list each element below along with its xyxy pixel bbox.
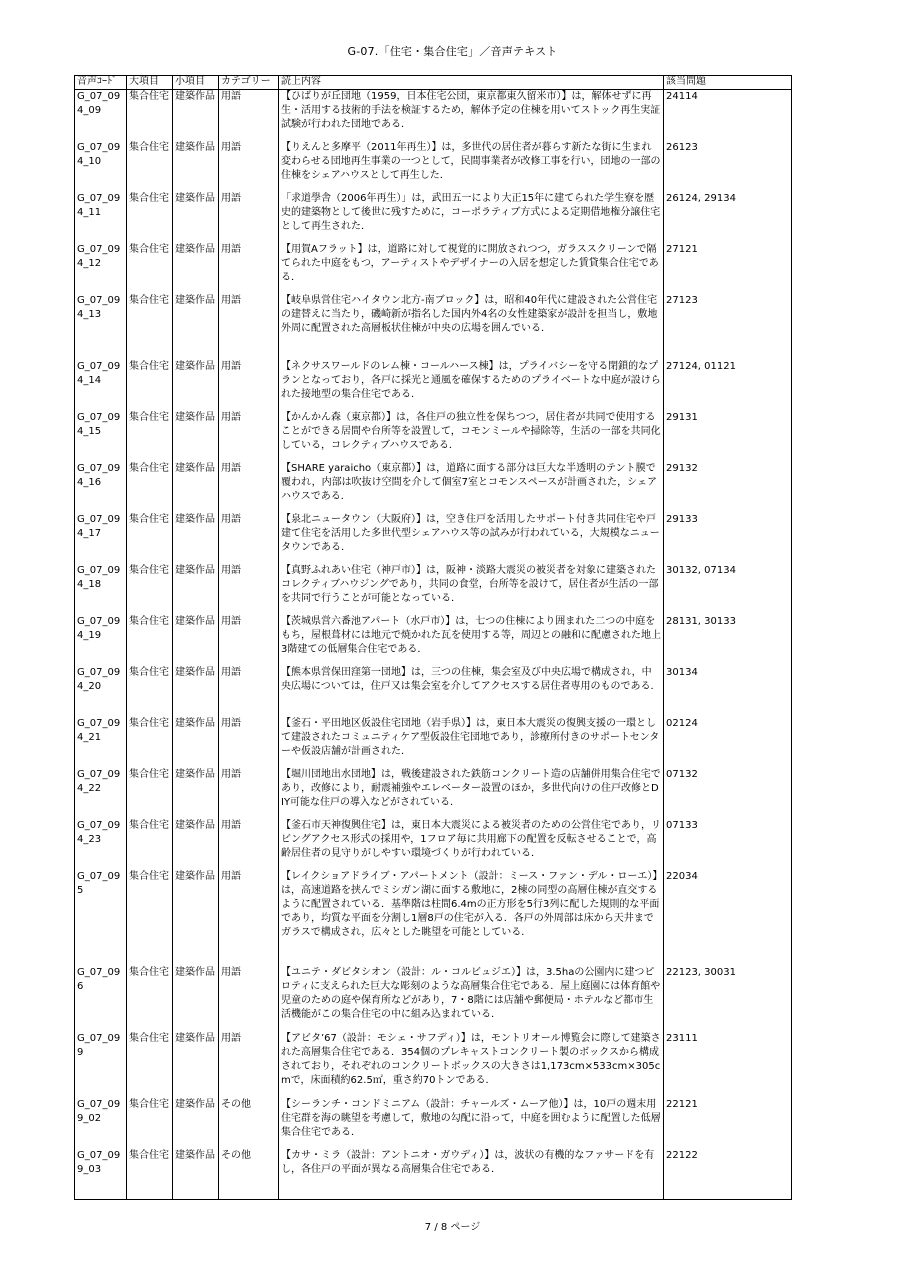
major-item-cell: 集合住宅	[127, 819, 173, 870]
category-cell: 用語	[219, 819, 279, 870]
reading-content-cell: 【茨城県営六番池アパート（水戸市）】は，七つの住棟により囲まれた二つの中庭をもち，屋根葺材には地元で焼かれた瓦を使用する等，周辺との融和に配慮された地上3階建ての低層集合住宅である．	[279, 615, 664, 666]
reading-content-cell: 【ユニテ・ダビタシオン（設計：ル・コルビュジエ）】は，3.5haの公園内に建つピロティに支えられた巨大な彫刻のような高層集合住宅である．屋上庭園には体育館や児童のための庭や保育所などがあり，7・8階には店舗や郵便局・ホテルなど都市生活機能がこの集合住宅の中に組み込まれている．	[279, 966, 664, 1032]
major-item-cell: 集合住宅	[127, 1098, 173, 1149]
voice-code-cell: G_07_094_19	[75, 615, 127, 666]
reading-content-cell: 【用賀Aフラット】は，道路に対して視覚的に開放されつつ，ガラススクリーンで隔てられた中庭をもつ，アーティストやデザイナーの入居を想定した賃貸集合住宅である．	[279, 243, 664, 294]
reading-content-cell: 【SHARE yaraicho（東京都）】は，道路に面する部分は巨大な半透明のテント膜で覆われ，内部は吹抜け空間を介して個室7室とコモンスペースが計画された，シェアハウスである．	[279, 462, 664, 513]
voice-code-cell: G_07_094_18	[75, 564, 127, 615]
table-row	[75, 615, 792, 666]
table-row	[75, 819, 792, 870]
minor-item-cell: 建築作品	[173, 1098, 219, 1149]
minor-item-cell: 建築作品	[173, 717, 219, 768]
voice-code-cell: G_07_094_16	[75, 462, 127, 513]
related-problems-cell: 27121	[664, 243, 792, 294]
table-header-row	[75, 76, 792, 90]
minor-item-cell: 建築作品	[173, 966, 219, 1032]
voice-code-cell: G_07_095	[75, 870, 127, 966]
related-problems-cell: 02124	[664, 717, 792, 768]
major-item-cell: 集合住宅	[127, 192, 173, 243]
related-problems-cell: 26123	[664, 141, 792, 192]
minor-item-cell: 建築作品	[173, 411, 219, 462]
voice-code-cell: G_07_094_20	[75, 666, 127, 717]
voice-code-cell: G_07_096	[75, 966, 127, 1032]
table-row	[75, 768, 792, 819]
related-problems-cell: 07132	[664, 768, 792, 819]
reading-content-cell: 【真野ふれあい住宅（神戸市）】は，阪神・淡路大震災の被災者を対象に建築されたコレクティブハウジングであり，共同の食堂，台所等を設けて，居住者が生活の一部を共同で行うことが可能となっている．	[279, 564, 664, 615]
major-item-cell: 集合住宅	[127, 141, 173, 192]
table-row	[75, 564, 792, 615]
major-item-cell: 集合住宅	[127, 717, 173, 768]
major-item-cell: 集合住宅	[127, 615, 173, 666]
category-cell: 用語	[219, 294, 279, 360]
table-row	[75, 141, 792, 192]
minor-item-cell: 建築作品	[173, 360, 219, 411]
minor-item-cell: 建築作品	[173, 192, 219, 243]
major-item-cell: 集合住宅	[127, 462, 173, 513]
reading-content-cell: 【岐阜県営住宅ハイタウン北方-南ブロック】は，昭和40年代に建設された公営住宅の建替えに当たり，磯崎新が指名した国内外4名の女性建築家が設計を担当し，敷地外周に配置された高層板状住棟が中央の広場を囲んでいる．	[279, 294, 664, 360]
related-problems-cell: 27123	[664, 294, 792, 360]
category-cell: 用語	[219, 462, 279, 513]
table-row	[75, 1032, 792, 1098]
major-item-cell: 集合住宅	[127, 294, 173, 360]
major-item-cell: 集合住宅	[127, 360, 173, 411]
minor-item-cell: 建築作品	[173, 1149, 219, 1200]
table-row	[75, 243, 792, 294]
category-cell: 用語	[219, 615, 279, 666]
voice-code-cell: G_07_094_10	[75, 141, 127, 192]
related-problems-cell: 27124, 01121	[664, 360, 792, 411]
major-item-cell: 集合住宅	[127, 870, 173, 966]
category-cell: 用語	[219, 768, 279, 819]
major-item-cell: 集合住宅	[127, 513, 173, 564]
category-cell: 用語	[219, 360, 279, 411]
header-major-item: 大項目	[127, 76, 173, 90]
minor-item-cell: 建築作品	[173, 513, 219, 564]
header-reading-content: 読上内容	[279, 76, 664, 90]
minor-item-cell: 建築作品	[173, 462, 219, 513]
table-row	[75, 1098, 792, 1149]
header-related-problems: 該当問題	[664, 76, 792, 90]
reading-content-cell: 【堀川団地出水団地】は，戦後建設された鉄筋コンクリート造の店舗併用集合住宅であり，改修により，耐震補強やエレベーター設置のほか，多世代向けの住戸改修とDIY可能な住戸の導入などがされている．	[279, 768, 664, 819]
page-number: 7 / 8 ページ	[424, 1222, 481, 1233]
major-item-cell: 集合住宅	[127, 564, 173, 615]
reading-content-cell: 【りえんと多摩平（2011年再生）】は，多世代の居住者が暮らす新たな街に生まれ変わらせる団地再生事業の一つとして，民間事業者が改修工事を行い，団地の一部の住棟をシェアハウスとして再生した．	[279, 141, 664, 192]
page-title: G-07.「住宅・集合住宅」／音声テキスト	[347, 45, 558, 58]
table-row	[75, 294, 792, 360]
voice-code-cell: G_07_094_13	[75, 294, 127, 360]
table-row	[75, 411, 792, 462]
related-problems-cell: 30134	[664, 666, 792, 717]
minor-item-cell: 建築作品	[173, 666, 219, 717]
table-row	[75, 462, 792, 513]
minor-item-cell: 建築作品	[173, 564, 219, 615]
category-cell: 用語	[219, 966, 279, 1032]
table-row	[75, 513, 792, 564]
major-item-cell: 集合住宅	[127, 768, 173, 819]
related-problems-cell: 22123, 30031	[664, 966, 792, 1032]
related-problems-cell: 29132	[664, 462, 792, 513]
reading-content-cell: 【釜石・平田地区仮設住宅団地（岩手県）】は，東日本大震災の復興支援の一環として建設されたコミュニティケア型仮設住宅団地であり，診療所付きのサポートセンターや仮設店舗が計画された．	[279, 717, 664, 768]
related-problems-cell: 24114	[664, 90, 792, 141]
major-item-cell: 集合住宅	[127, 666, 173, 717]
category-cell: 用語	[219, 666, 279, 717]
voice-code-cell: G_07_094_09	[75, 90, 127, 141]
minor-item-cell: 建築作品	[173, 141, 219, 192]
minor-item-cell: 建築作品	[173, 768, 219, 819]
table-row	[75, 192, 792, 243]
voice-code-cell: G_07_094_23	[75, 819, 127, 870]
category-cell: 用語	[219, 513, 279, 564]
category-cell: その他	[219, 1098, 279, 1149]
header-voice-code: 音声ｺｰﾄﾞ	[75, 76, 127, 90]
voice-code-cell: G_07_099_03	[75, 1149, 127, 1200]
related-problems-cell: 23111	[664, 1032, 792, 1098]
reading-content-cell: 【シーランチ・コンドミニアム（設計：チャールズ・ムーア他）】は，10戸の週末用住宅群を海の眺望を考慮して，敷地の勾配に沿って，中庭を囲むように配置した低層集合住宅である．	[279, 1098, 664, 1149]
reading-content-cell: 【熊本県営保田窪第一団地】は，三つの住棟，集会室及び中央広場で構成され，中央広場については，住戸又は集会室を介してアクセスする居住者専用のものである．	[279, 666, 664, 717]
voice-code-cell: G_07_099	[75, 1032, 127, 1098]
category-cell: その他	[219, 1149, 279, 1200]
table-row	[75, 360, 792, 411]
minor-item-cell: 建築作品	[173, 243, 219, 294]
category-cell: 用語	[219, 90, 279, 141]
table-row	[75, 966, 792, 1032]
voice-code-cell: G_07_094_15	[75, 411, 127, 462]
voice-code-cell: G_07_099_02	[75, 1098, 127, 1149]
voice-code-cell: G_07_094_14	[75, 360, 127, 411]
header-minor-item: 小項目	[173, 76, 219, 90]
reading-content-cell: 【カサ・ミラ（設計：アントニオ・ガウディ）】は，波状の有機的なファサードを有し，各住戸の平面が異なる高層集合住宅である．	[279, 1149, 664, 1200]
voice-code-cell: G_07_094_11	[75, 192, 127, 243]
category-cell: 用語	[219, 870, 279, 966]
related-problems-cell: 22121	[664, 1098, 792, 1149]
table-row	[75, 1149, 792, 1200]
header-category: カテゴリー	[219, 76, 279, 90]
category-cell: 用語	[219, 141, 279, 192]
minor-item-cell: 建築作品	[173, 615, 219, 666]
table-row	[75, 870, 792, 966]
related-problems-cell: 29133	[664, 513, 792, 564]
voice-code-cell: G_07_094_22	[75, 768, 127, 819]
major-item-cell: 集合住宅	[127, 243, 173, 294]
category-cell: 用語	[219, 411, 279, 462]
category-cell: 用語	[219, 192, 279, 243]
major-item-cell: 集合住宅	[127, 1032, 173, 1098]
minor-item-cell: 建築作品	[173, 870, 219, 966]
related-problems-cell: 22034	[664, 870, 792, 966]
minor-item-cell: 建築作品	[173, 819, 219, 870]
reading-content-cell: 【釜石市天神復興住宅】は，東日本大震災による被災者のための公営住宅であり，リビングアクセス形式の採用や，1フロア毎に共用廊下の配置を反転させることで，高齢居住者の見守りがしやすい環境づくりが行われている．	[279, 819, 664, 870]
related-problems-cell: 22122	[664, 1149, 792, 1200]
voice-code-cell: G_07_094_21	[75, 717, 127, 768]
related-problems-cell: 26124, 29134	[664, 192, 792, 243]
major-item-cell: 集合住宅	[127, 966, 173, 1032]
major-item-cell: 集合住宅	[127, 411, 173, 462]
category-cell: 用語	[219, 717, 279, 768]
major-item-cell: 集合住宅	[127, 90, 173, 141]
category-cell: 用語	[219, 243, 279, 294]
reading-content-cell: 【レイクショアドライブ・アパートメント（設計：ミース・ファン・デル・ローエ）】は，高速道路を挟んでミシガン湖に面する敷地に，2棟の同型の高層住棟が直交するように配置されている．基準階は柱間6.4mの正方形を5行3列に配した規則的な平面であり，均質な平面を分割し1層8戸の住宅が入る．各戸の外周部は床から天井までガラスで構成され，広々とした眺望を可能としている．	[279, 870, 664, 966]
reading-content-cell: 【ひばりが丘団地（1959，日本住宅公団，東京都東久留米市）】は，解体せずに再生・活用する技術的手法を検証するため，解体予定の住棟を用いてストック再生実証試験が行われた団地である．	[279, 90, 664, 141]
reading-content-cell: 【かんかん森（東京都）】は，各住戸の独立性を保ちつつ，居住者が共同で使用することができる居間や台所等を設置して，コモンミールや掃除等，生活の一部を共同化している，コレクティブハウスである．	[279, 411, 664, 462]
minor-item-cell: 建築作品	[173, 90, 219, 141]
related-problems-cell: 07133	[664, 819, 792, 870]
category-cell: 用語	[219, 564, 279, 615]
category-cell: 用語	[219, 1032, 279, 1098]
minor-item-cell: 建築作品	[173, 294, 219, 360]
minor-item-cell: 建築作品	[173, 1032, 219, 1098]
voice-code-cell: G_07_094_17	[75, 513, 127, 564]
reading-content-cell: 【泉北ニュータウン（大阪府）】は，空き住戸を活用したサポート付き共同住宅や戸建て住宅を活用した多世代型シェアハウス等の試みが行われている，大規模なニュータウンである．	[279, 513, 664, 564]
table-row	[75, 717, 792, 768]
reading-content-cell: 【アビタ’67（設計：モシェ・サフディ）】は，モントリオール博覧会に際して建築された高層集合住宅である．354個のプレキャストコンクリート製のボックスから構成されており，それぞれのコンクリートボックスの大きさは1,173cm×533cm×305cmで，床面積約62.5㎡，重さ約70トンである．	[279, 1032, 664, 1098]
reading-content-cell: 「求道學舎（2006年再生）」は，武田五一により大正15年に建てられた学生寮を歴史的建築物として後世に残すために，コーポラティブ方式による定期借地権分譲住宅として再生された．	[279, 192, 664, 243]
voice-code-cell: G_07_094_12	[75, 243, 127, 294]
major-item-cell: 集合住宅	[127, 1149, 173, 1200]
related-problems-cell: 30132, 07134	[664, 564, 792, 615]
related-problems-cell: 29131	[664, 411, 792, 462]
document-table	[74, 75, 792, 1200]
related-problems-cell: 28131, 30133	[664, 615, 792, 666]
reading-content-cell: 【ネクサスワールドのレム棟・コールハース棟】は，プライバシーを守る閉鎖的なプランとなっており，各戸に採光と通風を確保するためのプライベートな中庭が設けられた接地型の集合住宅である．	[279, 360, 664, 411]
table-row	[75, 90, 792, 141]
table-row	[75, 666, 792, 717]
